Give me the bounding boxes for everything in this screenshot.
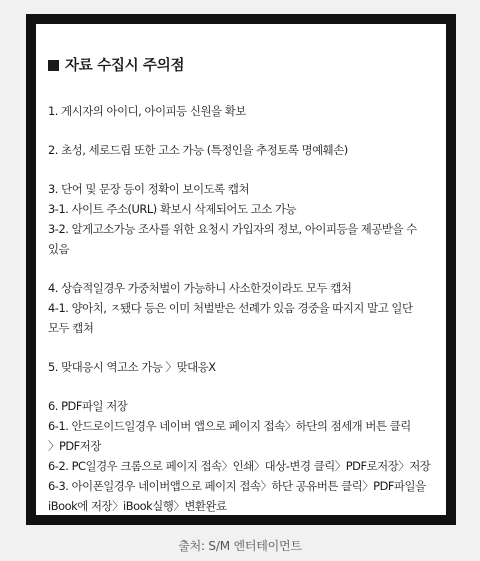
section-line: 6. PDF파일 저장 (48, 399, 128, 413)
document-panel (36, 24, 446, 515)
section-line: 3-2. 알게고소가능 조사를 위한 요청시 가입자의 정보, 아이피등을 제공받을 수 (48, 222, 417, 236)
section-3 (48, 179, 434, 259)
section-line: 6-2. PC일경우 크롬으로 페이지 접속〉인쇄〉대상-변경 클릭〉PDF로저장〉저장 (48, 459, 431, 473)
document-frame (26, 14, 456, 525)
section-1 (48, 101, 434, 121)
section-line: 6-3. 아이폰일경우 네이버앱으로 페이지 접속〉하단 공유버튼 클릭〉PDF파일을 (48, 479, 426, 493)
section-line: 4. 상습적일경우 가중처벌이 가능하니 사소한것이라도 모두 캡처 (48, 281, 352, 295)
document-title (48, 54, 434, 75)
section-4 (48, 278, 434, 338)
section-line: 6-1. 안드로이드일경우 네이버 앱으로 페이지 접속〉하단의 점세개 버튼 클릭 (48, 419, 411, 433)
section-line: 〉PDF저장 (48, 439, 101, 453)
section-line: iBook에 저장〉iBook실행〉변환완료 (48, 499, 227, 513)
section-5 (48, 357, 434, 377)
source-caption: 출처: S/M 엔터테이먼트 (178, 539, 302, 553)
section-line: 4-1. 양아치, ㅈ됐다 등은 이미 처벌받은 선례가 있음 경중을 따지지 말고 일단 (48, 301, 413, 315)
section-line: 1. 게시자의 아이디, 아이피등 신원을 확보 (48, 104, 246, 118)
section-line: 모두 캡쳐 (48, 321, 94, 335)
title-text: 자료 수집시 주의점 (65, 58, 185, 74)
square-bullet-icon (48, 60, 59, 71)
section-6 (48, 396, 434, 516)
sections-container (48, 101, 434, 516)
section-line: 3-1. 사이트 주소(URL) 확보시 삭제되어도 고소 가능 (48, 202, 297, 216)
section-line: 2. 초성, 세로드립 또한 고소 가능 (특정인을 추정토록 명예훼손) (48, 143, 348, 157)
section-line: 5. 맞대응시 역고소 가능 〉맞대응X (48, 360, 216, 374)
section-2 (48, 140, 434, 160)
section-line: 3. 단어 및 문장 등이 정확이 보이도록 캡쳐 (48, 182, 250, 196)
section-line: 있음 (48, 242, 70, 256)
